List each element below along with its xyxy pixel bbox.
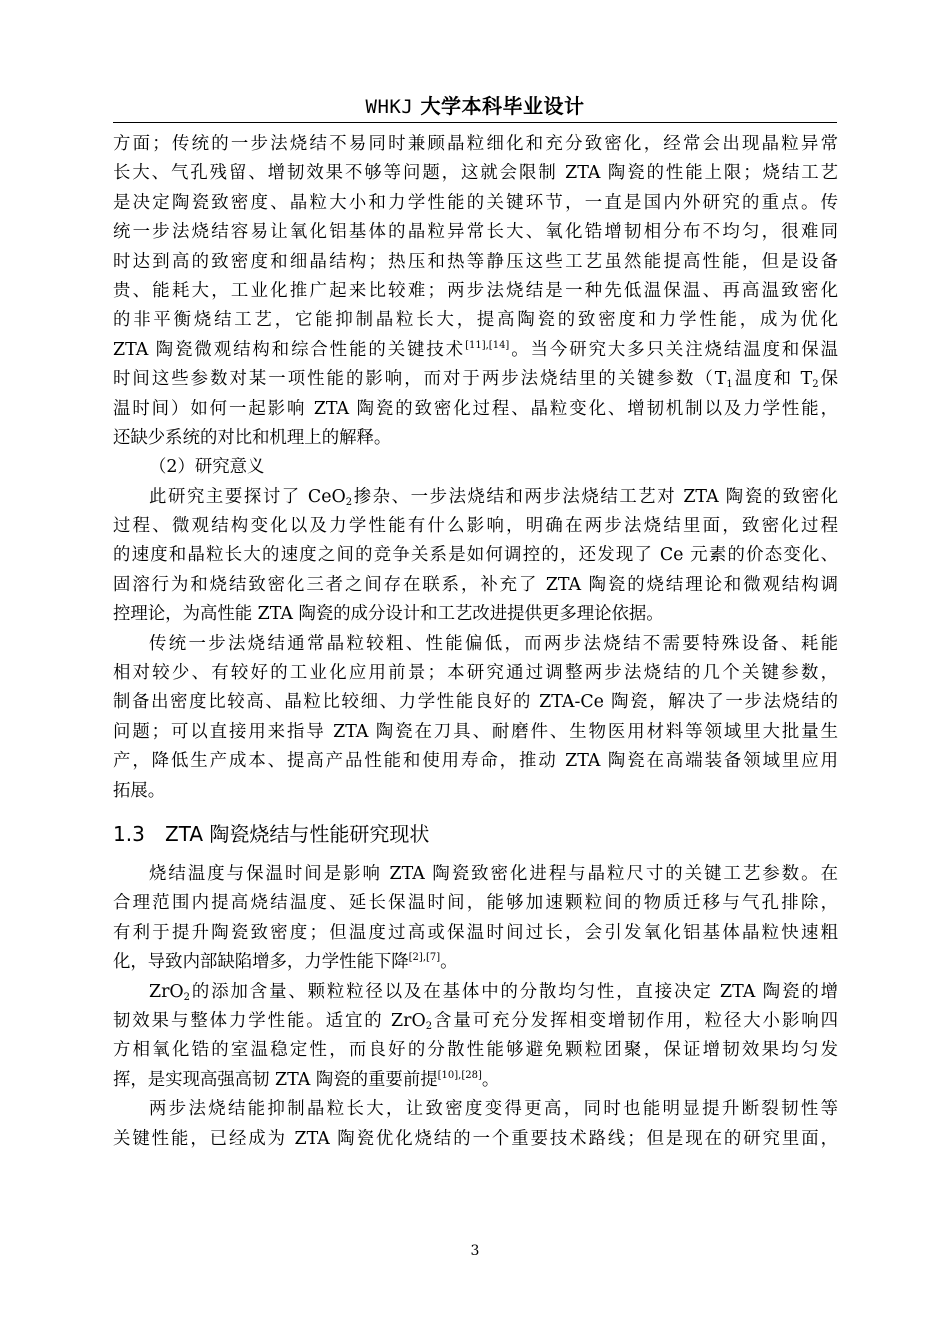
- header-title: 大学本科毕业设计: [420, 94, 585, 118]
- text-span: 此研究主要探讨了 CeO: [149, 486, 346, 507]
- text-line: 的非平衡烧结工艺，它能抑制晶粒长大，提高陶瓷的致密度和力学性能，成为优化: [113, 310, 838, 331]
- citation-ref: [10],[28]: [437, 1069, 482, 1081]
- text-line: 控理论，为高性能 ZTA 陶瓷的成分设计和工艺改进提供更多理论依据。: [113, 604, 664, 625]
- text-span: ZrO: [149, 981, 184, 1002]
- text-span: 。当今研究大多只关注烧结温度和保温: [509, 339, 838, 360]
- text-line: 拓展。: [113, 780, 166, 801]
- text-line: [113, 978, 838, 1007]
- citation-ref: [2],[7]: [408, 952, 441, 964]
- text-line: 的速度和晶粒长大的速度之间的竞争关系是如何调控的，还发现了 Ce 元素的价态变化、: [113, 545, 838, 566]
- text-line: 长大、气孔残留、增韧效果不够等问题，这就会限制 ZTA 陶瓷的性能上限；烧结工艺: [113, 163, 838, 184]
- text-span: 。: [481, 1069, 500, 1090]
- text-line: 产，降低生产成本、提高产品性能和使用寿命，推动 ZTA 陶瓷在高端装备领域里应用: [113, 751, 838, 772]
- text-span: ZTA 陶瓷微观结构和综合性能的关键技术: [113, 339, 466, 360]
- text-line: 有利于提升陶瓷致密度；但温度过高或保温时间过长，会引发氧化铝基体晶粒快速粗: [113, 922, 838, 943]
- text-line: 统一步法烧结容易让氧化铝基体的晶粒异常长大、氧化锆增韧相分布不均匀，很难同: [113, 222, 838, 243]
- text-line: 传统一步法烧结通常晶粒较粗、性能偏低，而两步法烧结不需要特殊设备、耗能: [149, 633, 838, 654]
- text-line: 方面；传统的一步法烧结不易同时兼顾晶粒细化和充分致密化，经常会出现晶粒异常: [113, 134, 838, 154]
- text-line: 还缺少系统的对比和机理上的解释。: [113, 427, 392, 448]
- text-line: [113, 483, 838, 512]
- text-line: 时达到高的致密度和细晶结构；热压和热等静压这些工艺虽然能提高性能，但是设备: [113, 251, 838, 272]
- text-line: 问题；可以直接用来指导 ZTA 陶瓷在刀具、耐磨件、生物医用材料等领域里大批量生: [113, 721, 838, 742]
- subscript: 1: [726, 379, 733, 391]
- page-number: 3: [470, 1243, 480, 1259]
- text-span: 挥，是实现高强高韧 ZTA 陶瓷的重要前提: [113, 1069, 438, 1090]
- section-heading: [113, 814, 838, 854]
- subscript: 2: [183, 991, 191, 1003]
- text-line: 固溶行为和烧结致密化三者之间存在联系，补充了 ZTA 陶瓷的烧结理论和微观结构调: [113, 574, 838, 595]
- subscript: 2: [345, 496, 353, 508]
- paragraph-1: [113, 130, 838, 453]
- text-line: 制备出密度比较高、晶粒比较细、力学性能良好的 ZTA-Ce 陶瓷，解决了一步法烧结的: [113, 692, 838, 713]
- text-line: 两步法烧结能抑制晶粒长大，让致密度变得更高，同时也能明显提升断裂韧性等: [149, 1099, 838, 1120]
- header-brand: WHKJ: [365, 96, 414, 118]
- text-line: 过程、微观结构变化以及力学性能有什么影响，明确在两步法烧结里面，致密化过程: [113, 516, 838, 537]
- section-title: ZTA 陶瓷烧结与性能研究现状: [165, 821, 430, 846]
- paragraph-4: [113, 860, 838, 978]
- text-span: 保: [818, 369, 838, 390]
- text-span: 化，导致内部缺陷增多，力学性能下降: [113, 952, 409, 973]
- text-span: 温度和 T: [732, 369, 813, 390]
- subscript: 2: [425, 1020, 433, 1032]
- text-span: 含量可充分发挥相变增韧作用，粒径大小影响四: [432, 1010, 838, 1031]
- paragraph-3: [113, 630, 838, 806]
- text-line: 方相氧化锆的室温稳定性，而良好的分散性能够避免颗粒团聚，保证增韧效果均匀发: [113, 1040, 838, 1061]
- text-line: 烧结温度与保温时间是影响 ZTA 陶瓷致密化进程与晶粒尺寸的关键工艺参数。在: [149, 863, 838, 884]
- text-line: [113, 1007, 838, 1036]
- text-span: 的添加含量、颗粒粒径以及在基体中的分散均匀性，直接决定 ZTA 陶瓷的增: [190, 981, 838, 1002]
- text-line: 是决定陶瓷致密度、晶粒大小和力学性能的关键环节，一直是国内外研究的重点。传: [113, 192, 838, 213]
- text-span: 韧效果与整体力学性能。适宜的 ZrO: [113, 1010, 426, 1031]
- text-span: 掺杂、一步法烧结和两步法烧结工艺对 ZTA 陶瓷的致密化: [352, 486, 838, 507]
- subscript: 2: [812, 379, 819, 391]
- document-body: [113, 130, 838, 1154]
- text-line: [113, 365, 838, 394]
- text-line: 合理范围内提高烧结温度、延长保温时间，能够加速颗粒间的物质迁移与气孔排除，: [113, 893, 838, 914]
- subheading: （2）研究意义: [149, 457, 265, 478]
- text-line: [113, 948, 838, 977]
- text-span: 。: [440, 952, 458, 973]
- text-line: 温时间）如何一起影响 ZTA 陶瓷的致密化过程、晶粒变化、增韧机制以及力学性能，: [113, 398, 838, 419]
- page-header: [113, 92, 837, 123]
- text-line: 相对较少、有较好的工业化应用前景；本研究通过调整两步法烧结的几个关键参数，: [113, 663, 838, 684]
- paragraph-6: [113, 1095, 838, 1154]
- section-number: 1.3: [113, 821, 145, 846]
- paragraph-5: [113, 978, 838, 1096]
- text-line: [113, 1066, 838, 1095]
- text-line: 关键性能，已经成为 ZTA 陶瓷优化烧结的一个重要技术路线；但是现在的研究里面，: [113, 1128, 838, 1149]
- text-span: 时间这些参数对某一项性能的影响，而对于两步法烧结里的关键参数（T: [113, 369, 727, 390]
- citation-ref: [11],[14]: [465, 339, 510, 351]
- text-line: 贵、能耗大，工业化推广起来比较难；两步法烧结是一种先低温保温、再高温致密化: [113, 280, 838, 301]
- text-line: [113, 336, 838, 365]
- paragraph-2: [113, 483, 838, 630]
